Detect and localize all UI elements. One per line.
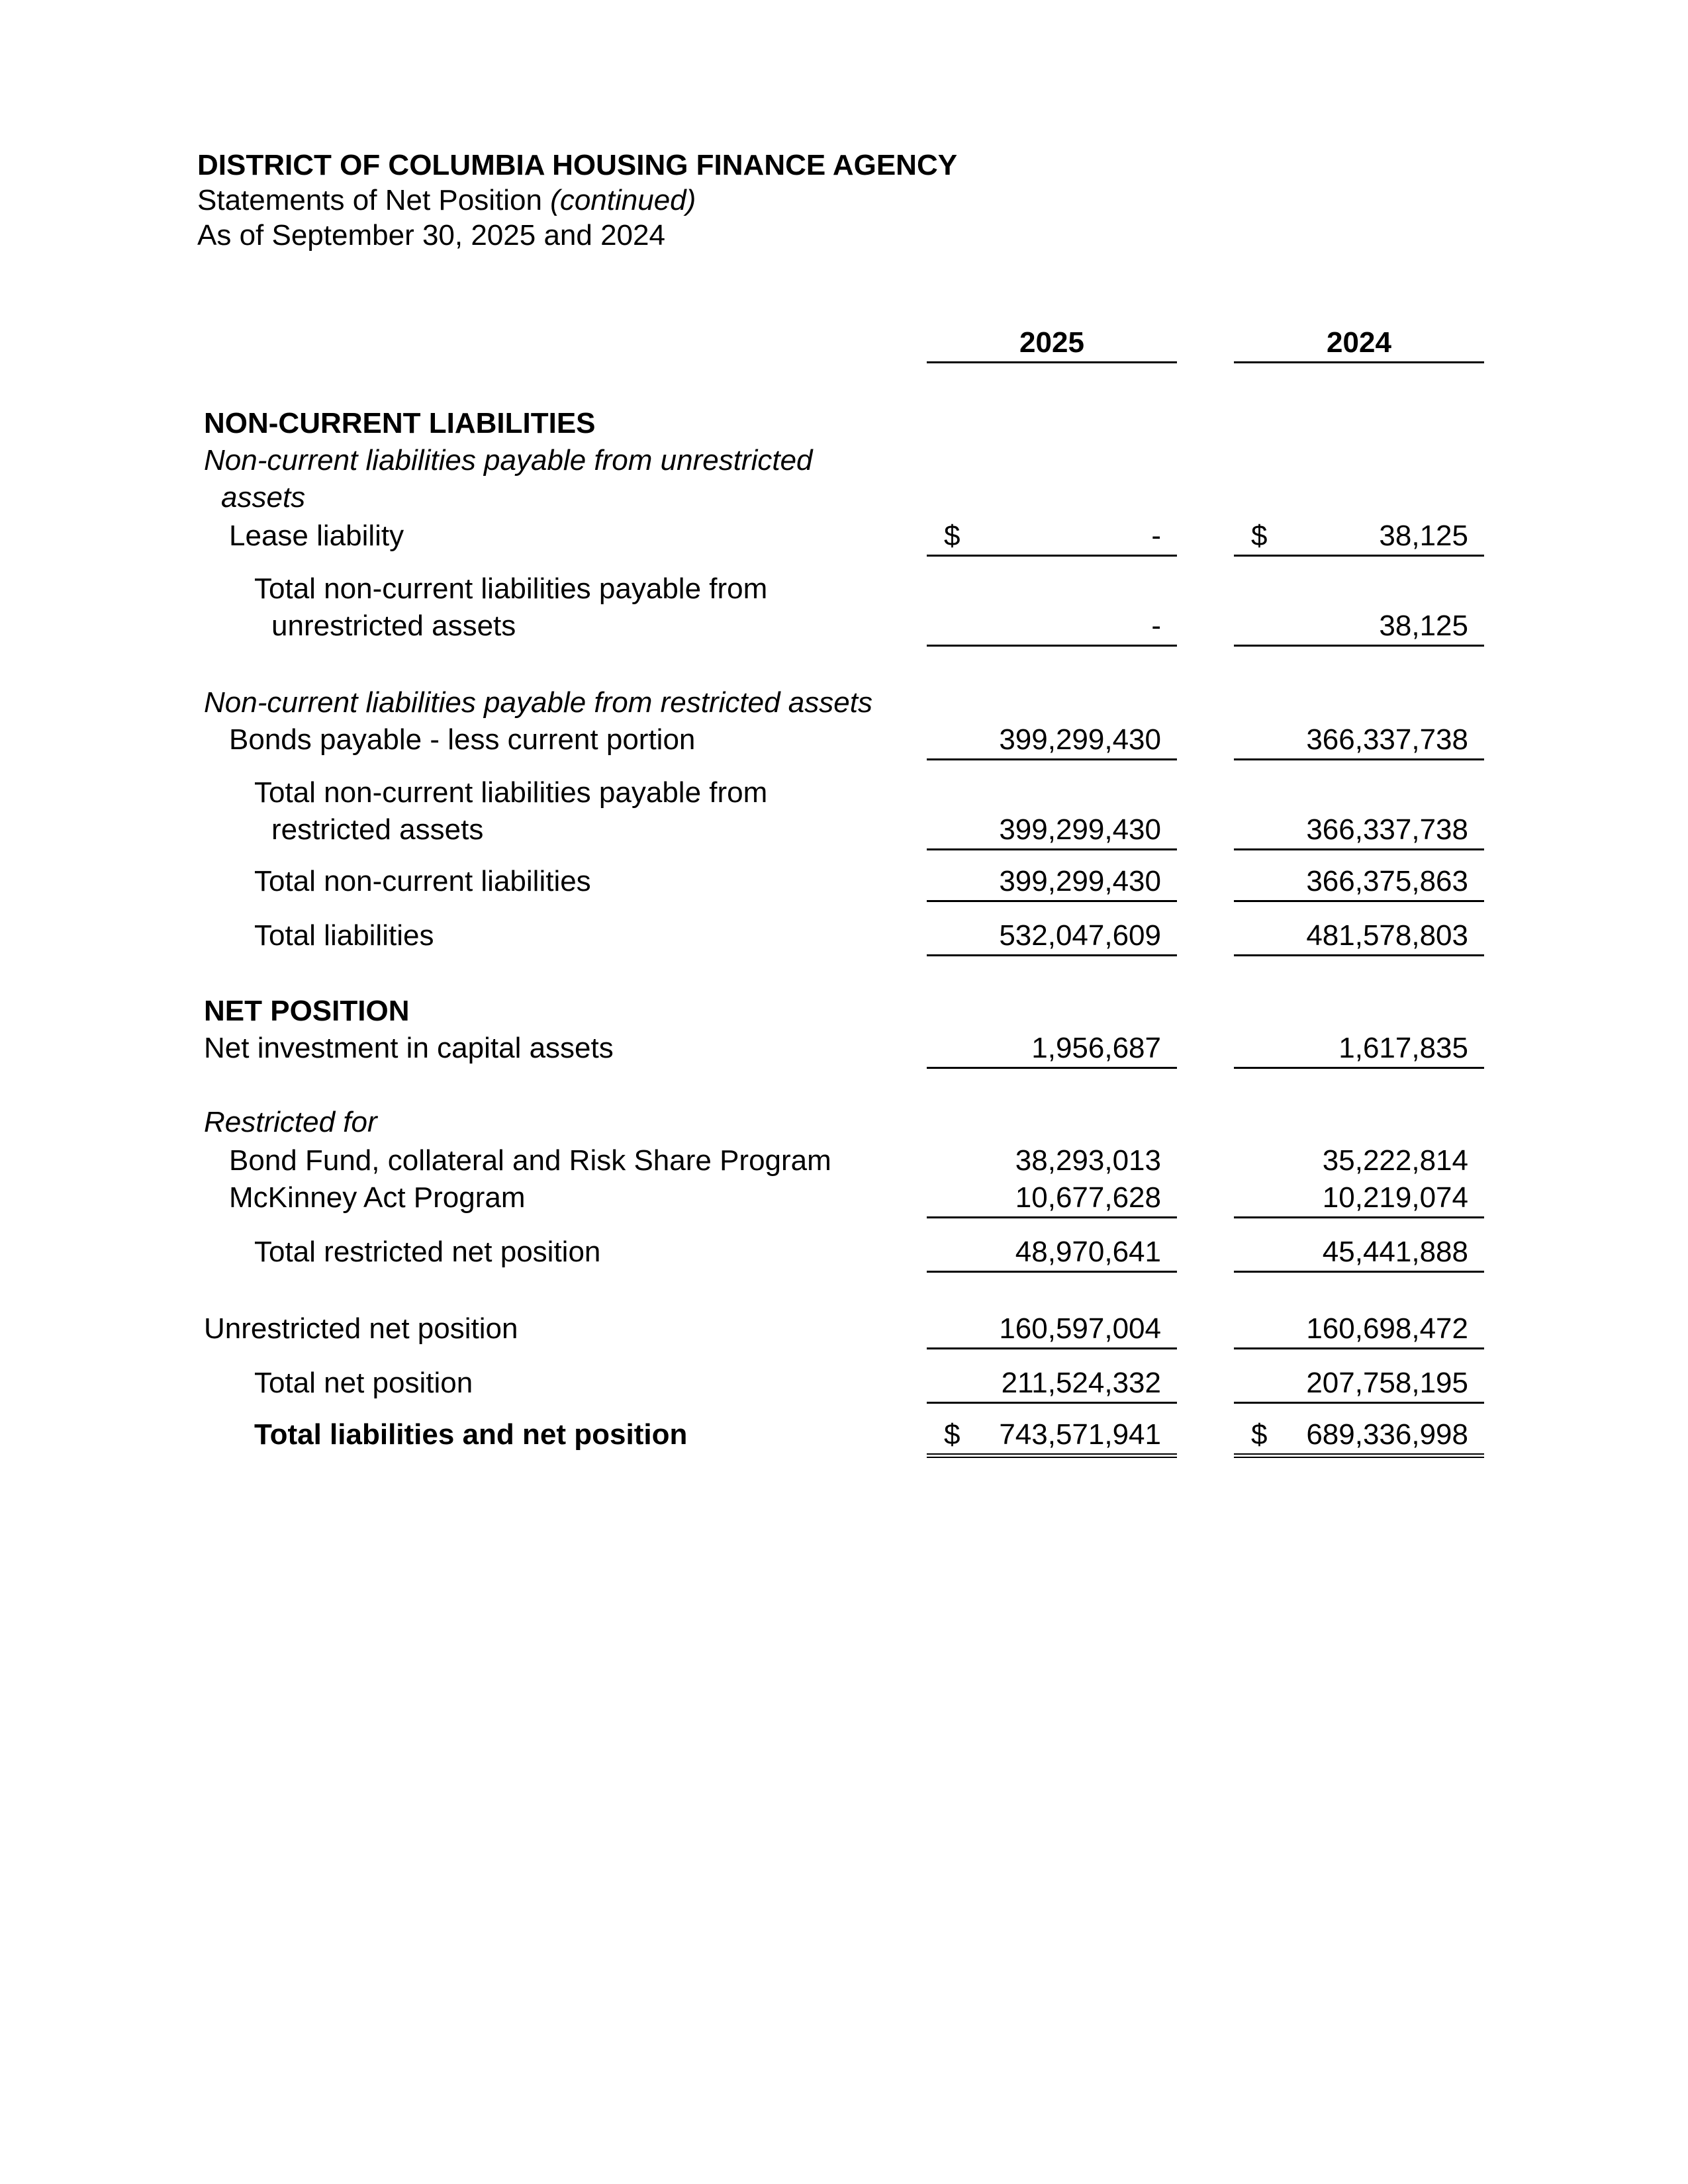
total-noncurrent-restricted-label-cont: restricted assets: [271, 813, 484, 846]
noncurrent-restricted-heading: Non-current liabilities payable from restricted assets: [204, 686, 872, 719]
total-noncurrent-restricted-label: Total non-current liabilities payable from: [254, 776, 768, 809]
value: 532,047,609: [999, 919, 1161, 952]
value: 366,337,738: [1306, 723, 1468, 756]
bond-fund-2024: [1234, 1142, 1484, 1181]
currency-symbol: $: [1251, 1418, 1268, 1451]
value: 10,677,628: [1015, 1181, 1161, 1214]
bonds-payable-2024: [1234, 721, 1484, 760]
agency-title: DISTRICT OF COLUMBIA HOUSING FINANCE AGENCY: [197, 149, 958, 181]
value: 743,571,941: [999, 1418, 1161, 1451]
total-liabilities-net-position-label: Total liabilities and net position: [254, 1418, 688, 1451]
total-restricted-net-2025: [927, 1234, 1177, 1273]
value: 366,337,738: [1306, 813, 1468, 846]
total-net-position-label: Total net position: [254, 1367, 473, 1399]
as-of-date: As of September 30, 2025 and 2024: [197, 219, 665, 251]
currency-symbol: $: [944, 520, 961, 552]
value: 211,524,332: [1001, 1367, 1161, 1399]
value: 160,597,004: [999, 1312, 1161, 1345]
value: -: [1151, 520, 1161, 552]
mckinney-label: McKinney Act Program: [229, 1181, 526, 1214]
lease-liability-2025: [927, 518, 1177, 557]
value: 38,293,013: [1015, 1144, 1161, 1177]
noncurrent-unrestricted-heading: Non-current liabilities payable from unrestricted: [204, 444, 813, 477]
net-position-heading: NET POSITION: [204, 995, 410, 1027]
total-liabilities-net-position-2025: [927, 1416, 1177, 1458]
total-noncurrent-2025: [927, 863, 1177, 902]
unrestricted-net-2024: [1234, 1310, 1484, 1349]
value: 689,336,998: [1306, 1418, 1468, 1451]
total-net-position-2025: [927, 1365, 1177, 1404]
value: 48,970,641: [1015, 1236, 1161, 1268]
total-liabilities-2024: [1234, 917, 1484, 956]
value: 366,375,863: [1306, 865, 1468, 897]
total-noncurrent-restricted-2024: [1234, 811, 1484, 850]
statement-title: [197, 183, 696, 218]
total-noncurrent-label: Total non-current liabilities: [254, 865, 591, 897]
total-noncurrent-unrestricted-2025: [927, 608, 1177, 647]
total-liabilities-net-position-2024: [1234, 1416, 1484, 1458]
value: 160,698,472: [1306, 1312, 1468, 1345]
value: 399,299,430: [999, 813, 1161, 846]
total-noncurrent-2024: [1234, 863, 1484, 902]
total-liabilities-label: Total liabilities: [254, 919, 434, 952]
value: 207,758,195: [1306, 1367, 1468, 1399]
value: 481,578,803: [1306, 919, 1468, 952]
lease-liability-2024: [1234, 518, 1484, 557]
total-restricted-net-label: Total restricted net position: [254, 1236, 601, 1268]
statement-name: Statements of Net Position: [197, 184, 542, 216]
currency-symbol: $: [1251, 520, 1268, 552]
net-investment-capital-label: Net investment in capital assets: [204, 1032, 614, 1064]
total-noncurrent-restricted-2025: [927, 811, 1177, 850]
total-noncurrent-unrestricted-label: Total non-current liabilities payable from: [254, 572, 768, 605]
noncurrent-heading: NON-CURRENT LIABILITIES: [204, 407, 596, 439]
column-header-2024: 2024: [1234, 324, 1484, 363]
bond-fund-2025: [927, 1142, 1177, 1181]
noncurrent-unrestricted-heading-cont: assets: [221, 481, 306, 514]
value: -: [1151, 610, 1161, 642]
value: 399,299,430: [999, 723, 1161, 756]
bond-fund-label: Bond Fund, collateral and Risk Share Program: [229, 1144, 831, 1177]
column-header-2025: 2025: [927, 324, 1177, 363]
unrestricted-net-2025: [927, 1310, 1177, 1349]
total-liabilities-2025: [927, 917, 1177, 956]
value: 45,441,888: [1322, 1236, 1468, 1268]
continued-label: (continued): [550, 184, 696, 216]
bonds-payable-2025: [927, 721, 1177, 760]
value: 10,219,074: [1322, 1181, 1468, 1214]
mckinney-2025: [927, 1179, 1177, 1218]
value: 399,299,430: [999, 865, 1161, 897]
value: 38,125: [1379, 610, 1468, 642]
restricted-for-heading: Restricted for: [204, 1106, 377, 1138]
net-investment-capital-2024: [1234, 1030, 1484, 1069]
value: 38,125: [1379, 520, 1468, 552]
total-noncurrent-unrestricted-label-cont: unrestricted assets: [271, 610, 516, 642]
value: 1,956,687: [1031, 1032, 1161, 1064]
unrestricted-net-label: Unrestricted net position: [204, 1312, 518, 1345]
bonds-payable-label: Bonds payable - less current portion: [229, 723, 696, 756]
net-investment-capital-2025: [927, 1030, 1177, 1069]
lease-liability-label: Lease liability: [229, 520, 404, 552]
mckinney-2024: [1234, 1179, 1484, 1218]
total-net-position-2024: [1234, 1365, 1484, 1404]
value: 35,222,814: [1322, 1144, 1468, 1177]
total-restricted-net-2024: [1234, 1234, 1484, 1273]
total-noncurrent-unrestricted-2024: [1234, 608, 1484, 647]
value: 1,617,835: [1338, 1032, 1468, 1064]
currency-symbol: $: [944, 1418, 961, 1451]
